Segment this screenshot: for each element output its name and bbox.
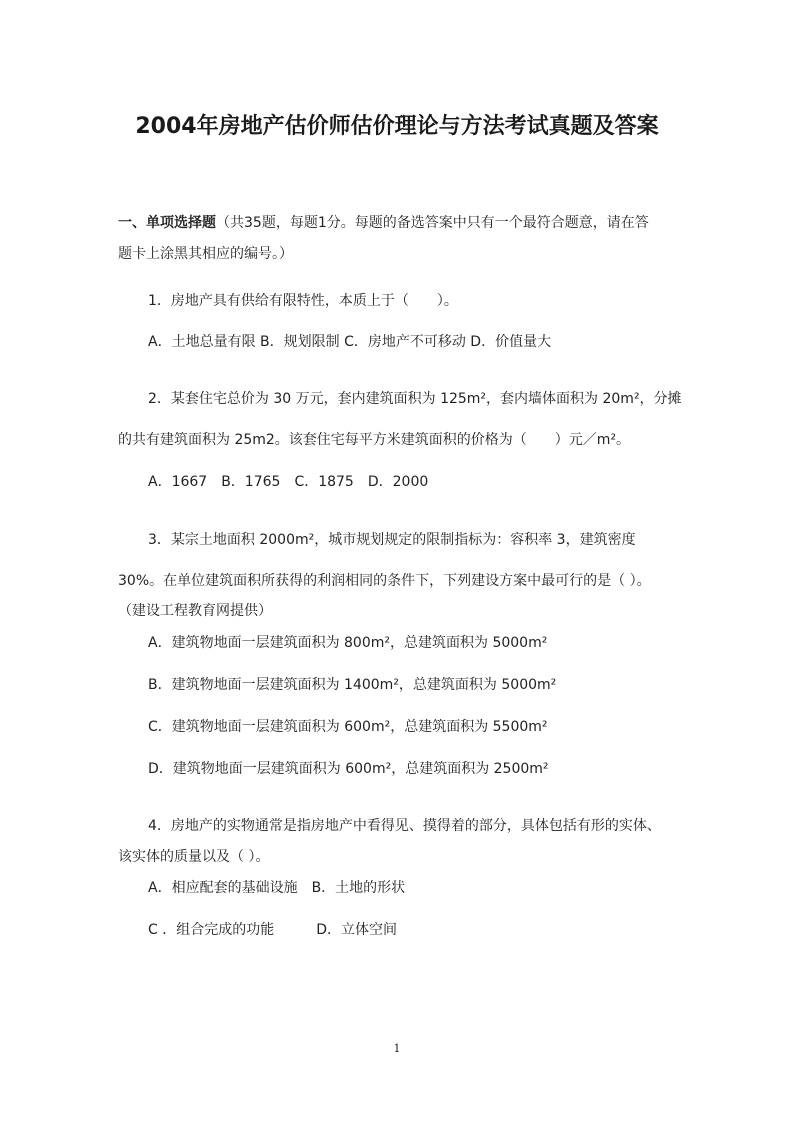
section-heading: 一、单项选择题 (118, 215, 216, 231)
question-1-stem: 1．房地产具有供给有限特性，本质上于（ ）。 (148, 293, 458, 309)
question-4-options-ab: A．相应配套的基础设施 B．土地的形状 (148, 880, 406, 896)
question-3-option-b: B．建筑物地面一层建筑面积为 1400m²，总建筑面积为 5000m² (148, 677, 557, 693)
question-4-stem: 4．房地产的实物通常是指房地产中看得见、摸得着的部分，具体包括有形的实体、 (148, 818, 661, 834)
page-number: 1 (393, 1042, 401, 1055)
question-4-stem-cont: 该实体的质量以及（ ）。 (118, 849, 270, 865)
question-1-options: A．土地总量有限 B．规划限制 C．房地产不可移动 D．价值量大 (148, 334, 552, 350)
question-3-source-note: （建设工程教育网提供） (118, 603, 272, 619)
question-2-stem-cont: 的共有建筑面积为 25m2。该套住宅每平方米建筑面积的价格为（ ）元／m²。 (118, 432, 631, 448)
document-title: 2004年房地产估价师估价理论与方法考试真题及答案 (135, 114, 659, 139)
question-2-stem: 2．某套住宅总价为 30 万元，套内建筑面积为 125m²，套内墙体面积为 20m²，分摊 (148, 391, 682, 407)
question-3-option-a: A．建筑物地面一层建筑面积为 800m²，总建筑面积为 5000m² (148, 635, 548, 651)
section-intro-line2: 题卡上涂黑其相应的编号。） (118, 246, 293, 262)
section-intro-line1: （共35题，每题1分。每题的备选答案中只有一个最符合题意，请在答 (216, 215, 649, 231)
question-3-option-d: D．建筑物地面一层建筑面积为 600m²，总建筑面积为 2500m² (148, 761, 549, 777)
question-3-stem-cont: 30%。在单位建筑面积所获得的利润相同的条件下，下列建设方案中最可行的是（ ）。 (118, 573, 651, 589)
section-intro (118, 214, 649, 232)
question-3-stem: 3．某宗土地面积 2000m²，城市规划规定的限制指标为：容积率 3，建筑密度 (148, 532, 636, 548)
question-2-options: A．1667 B．1765 C．1875 D．2000 (148, 474, 429, 490)
question-4-options-cd: C ．组合完成的功能 D．立体空间 (148, 922, 398, 938)
question-3-option-c: C．建筑物地面一层建筑面积为 600m²，总建筑面积为 5500m² (148, 719, 548, 735)
